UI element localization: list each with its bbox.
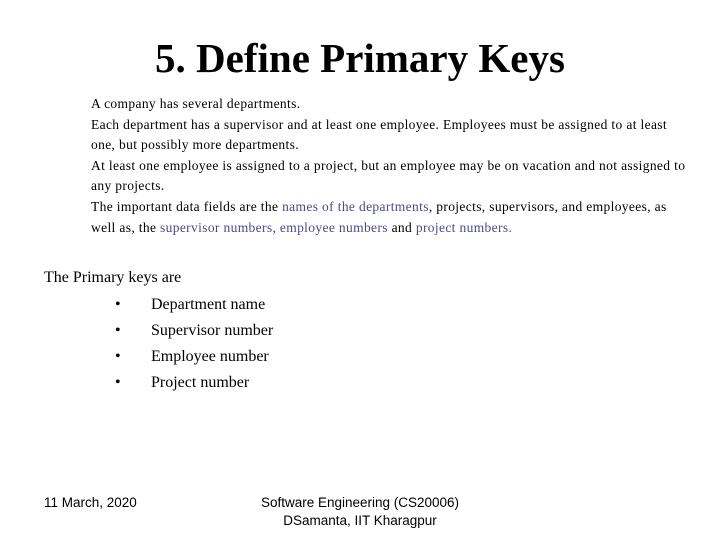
description-text: and bbox=[387, 219, 416, 235]
description-paragraph-1: A company has several departments. bbox=[91, 96, 301, 111]
footer-author: DSamanta, IIT Kharagpur bbox=[283, 513, 437, 528]
highlighted-field: project numbers. bbox=[415, 219, 513, 235]
problem-description bbox=[91, 94, 691, 238]
footer-course-name: Software Engineering (CS20006) bbox=[260, 495, 460, 510]
list-item bbox=[112, 318, 273, 344]
list-item bbox=[112, 370, 273, 396]
list-item bbox=[112, 344, 273, 370]
description-paragraph-3: At least one employee is assigned to a project, but an employee may be on vacation and not assigned to any projects. bbox=[91, 157, 686, 194]
highlighted-field: names of the departments bbox=[282, 198, 429, 214]
bullet-icon: • bbox=[115, 322, 121, 339]
footer-date: 11 March, 2020 bbox=[44, 495, 137, 510]
description-paragraph-4 bbox=[91, 197, 691, 238]
bullet-icon: • bbox=[115, 348, 121, 365]
primary-key-label: Supervisor number bbox=[151, 322, 274, 339]
slide-title: 5. Define Primary Keys bbox=[155, 35, 565, 81]
bullet-icon: • bbox=[115, 374, 121, 391]
description-text: The important data fields are the bbox=[91, 198, 283, 214]
list-item bbox=[112, 292, 273, 318]
primary-key-label: Employee number bbox=[151, 348, 269, 365]
description-paragraph-2: Each department has a supervisor and at least one employee. Employees must be assigned to at least one, but possibly more departments. bbox=[91, 116, 668, 153]
primary-keys-list bbox=[112, 292, 273, 396]
description-text: , projects, supervisors, and employees, as well as, the bbox=[91, 198, 667, 235]
primary-key-label: Department name bbox=[151, 296, 266, 313]
footer-course-info bbox=[210, 494, 510, 530]
primary-keys-heading: The Primary keys are bbox=[44, 269, 182, 286]
bullet-icon: • bbox=[115, 296, 121, 313]
highlighted-field: supervisor numbers, employee numbers bbox=[160, 219, 388, 235]
primary-key-label: Project number bbox=[151, 374, 250, 391]
